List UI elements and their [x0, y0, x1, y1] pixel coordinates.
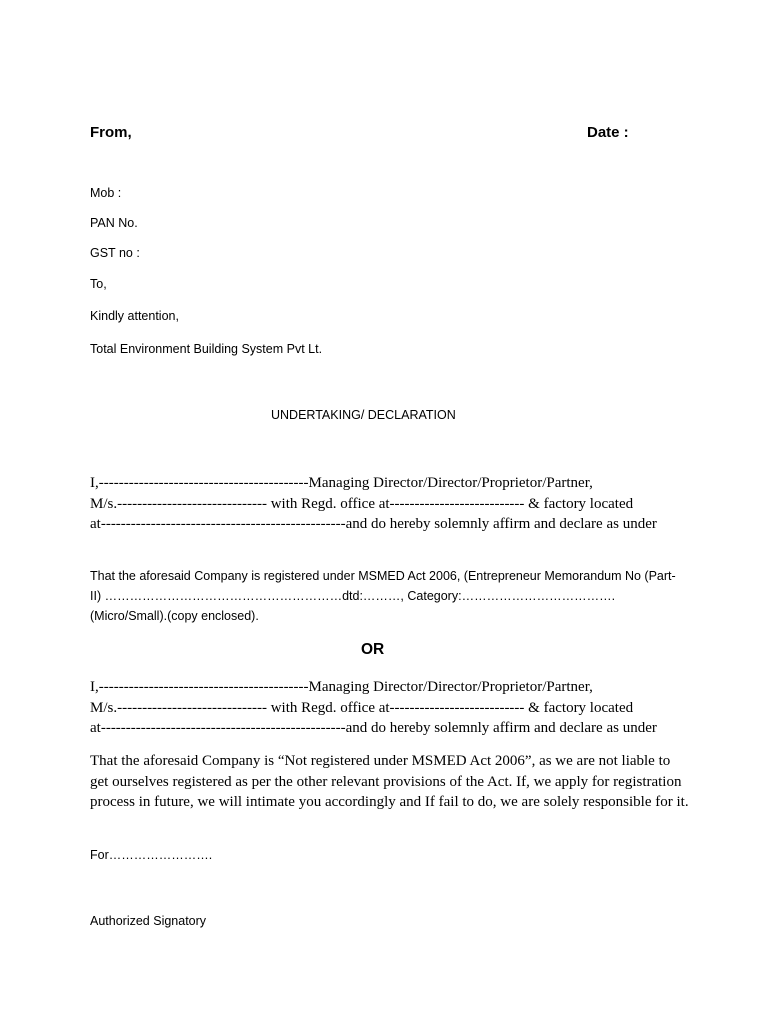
declaration-line: M/s.------------------------------ with Regd. office at--------------------------- & factory located: [90, 699, 634, 716]
document-title: UNDERTAKING/ DECLARATION: [271, 408, 456, 422]
declaration-line: I,------------------------------------------Managing Director/Director/Proprietor/Partner,: [90, 679, 593, 695]
mob-field: Mob :: [90, 186, 122, 200]
registered-paragraph: That the aforesaid Company is registered under MSMED Act 2006, (Entrepreneur Memorandum No (Part- II) …………………………………………………dtd:………, Category:……………………………….(Micro/Small).(copy enclosed).: [90, 569, 676, 623]
or-separator: OR: [361, 641, 385, 658]
attention-line: Kindly attention,: [90, 309, 179, 323]
declaration-line: M/s.------------------------------ with Regd. office at--------------------------- & factory located: [90, 495, 634, 512]
to-label: To,: [90, 277, 107, 291]
recipient-company: Total Environment Building System Pvt Lt.: [90, 342, 323, 356]
declaration-block-2: [90, 677, 680, 739]
from-label: From,: [90, 124, 132, 141]
pan-field: PAN No.: [90, 216, 138, 230]
gst-field: GST no :: [90, 246, 140, 260]
date-label: Date :: [587, 124, 629, 141]
authorized-signatory: Authorized Signatory: [90, 914, 207, 928]
declaration-line: I,------------------------------------------Managing Director/Director/Proprietor/Partner,: [90, 475, 593, 491]
declaration-line: at-------------------------------------------------and do hereby solemnly affirm and declare as under: [90, 720, 657, 736]
for-line: For…………………….: [90, 848, 213, 862]
not-registered-paragraph: That the aforesaid Company is “Not registered under MSMED Act 2006”, as we are not liable to get ourselves registered as per the other relevant provisions of the Act. If, we apply for registration process in future, we will intimate you accordingly and If fail to do, we are solely responsible for it.: [90, 753, 689, 811]
declaration-block-1: [90, 473, 680, 535]
declaration-line: at-------------------------------------------------and do hereby solemnly affirm and declare as under: [90, 516, 657, 532]
